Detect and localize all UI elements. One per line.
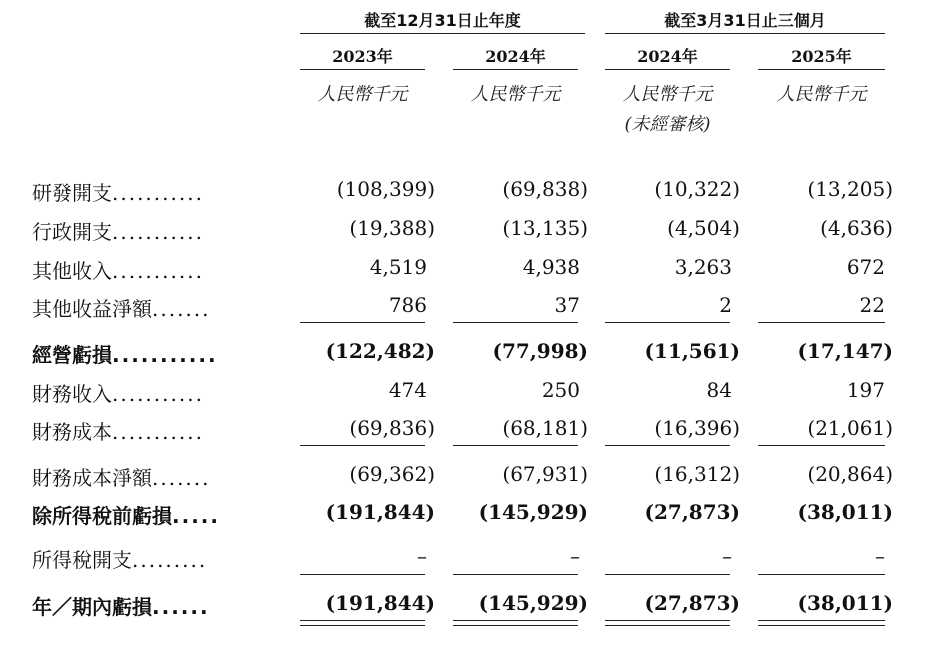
table-cell: (108,399) [336,177,435,201]
table-cell: – [722,544,732,568]
table-cell: 4,519 [369,255,427,279]
table-cell: 22 [859,293,885,317]
row-label-finance-costs: 財務成本........... [32,420,204,444]
total-double-rule [605,620,730,621]
table-cell: (69,362) [349,462,435,486]
row-label-other-gains-net: 其他收益淨額....... [32,297,211,321]
table-cell: (145,929) [478,500,588,524]
row-label-operating-loss: 經營虧損........... [32,343,218,367]
column-year-rule [605,69,730,70]
group-underline-annual [300,33,585,34]
column-unit: 人民幣千元 [470,84,561,105]
subtotal-rule [453,322,578,323]
column-unit: 人民幣千元 [622,84,713,105]
table-cell: 37 [554,293,580,317]
table-cell: 474 [388,378,427,402]
table-cell: (13,205) [807,177,893,201]
table-cell: (69,836) [349,416,435,440]
total-double-rule [758,620,885,621]
row-label-admin-expenses: 行政開支........... [32,220,204,244]
table-cell: 250 [541,378,580,402]
subtotal-rule [605,574,730,575]
table-cell: 672 [846,255,885,279]
table-cell: (68,181) [502,416,588,440]
total-double-rule [300,625,425,626]
subtotal-rule [300,445,425,446]
subtotal-rule [300,574,425,575]
subtotal-rule [300,322,425,323]
table-cell: (145,929) [478,591,588,615]
table-cell: – [875,544,885,568]
subtotal-rule [758,322,885,323]
table-cell: – [570,544,580,568]
table-cell: (191,844) [325,591,435,615]
table-cell: (16,396) [654,416,740,440]
subtotal-rule [453,574,578,575]
row-label-loss-before-tax: 除所得稅前虧損..... [32,504,220,528]
subtotal-rule [605,322,730,323]
table-cell: (20,864) [807,462,893,486]
table-cell: 84 [706,378,732,402]
table-cell: (191,844) [325,500,435,524]
table-cell: 2 [719,293,732,317]
group-underline-quarter [605,33,885,34]
column-unit: 人民幣千元 [317,84,408,105]
row-label-finance-income: 財務收入........... [32,382,204,406]
table-cell: (77,998) [492,339,588,363]
table-cell: – [417,544,427,568]
column-year-rule [453,69,578,70]
table-cell: (4,636) [820,216,893,240]
table-cell: (10,322) [654,177,740,201]
row-label-loss-for-period: 年／期內虧損...... [32,595,210,619]
table-cell: (27,873) [644,591,740,615]
subtotal-rule [453,445,578,446]
column-year-rule [300,69,425,70]
group-header-annual: 截至12月31日止年度 [364,11,521,30]
column-year-2023: 2023年 [332,47,393,66]
table-cell: (38,011) [797,500,893,524]
table-cell: (16,312) [654,462,740,486]
subtotal-rule [758,574,885,575]
total-double-rule [758,625,885,626]
table-cell: (69,838) [502,177,588,201]
subtotal-rule [605,445,730,446]
table-cell: (19,388) [349,216,435,240]
table-cell: (27,873) [644,500,740,524]
total-double-rule [605,625,730,626]
group-header-quarter: 截至3月31日止三個月 [664,11,826,30]
table-cell: (4,504) [667,216,740,240]
total-double-rule [300,620,425,621]
column-unit: 人民幣千元 [776,84,867,105]
subtotal-rule [758,445,885,446]
table-cell: 786 [388,293,427,317]
total-double-rule [453,625,578,626]
column-year-rule [758,69,885,70]
table-cell: (11,561) [644,339,740,363]
row-label-finance-costs-net: 財務成本淨額....... [32,466,211,490]
table-cell: 197 [846,378,885,402]
table-cell: (21,061) [807,416,893,440]
table-cell: (13,135) [502,216,588,240]
table-cell: (17,147) [797,339,893,363]
row-label-other-income: 其他收入........... [32,259,204,283]
table-cell: (38,011) [797,591,893,615]
column-year-2024-q1: 2024年 [637,47,698,66]
table-cell: 4,938 [522,255,580,279]
table-cell: (122,482) [325,339,435,363]
table-cell: 3,263 [674,255,732,279]
row-label-income-tax: 所得稅開支......... [32,548,208,572]
table-cell: (67,931) [502,462,588,486]
column-unaudited-note: (未經審核) [624,114,711,135]
column-year-2025-q1: 2025年 [791,47,852,66]
total-double-rule [453,620,578,621]
column-year-2024: 2024年 [485,47,546,66]
row-label-rnd-expenses: 研發開支........... [32,181,204,205]
